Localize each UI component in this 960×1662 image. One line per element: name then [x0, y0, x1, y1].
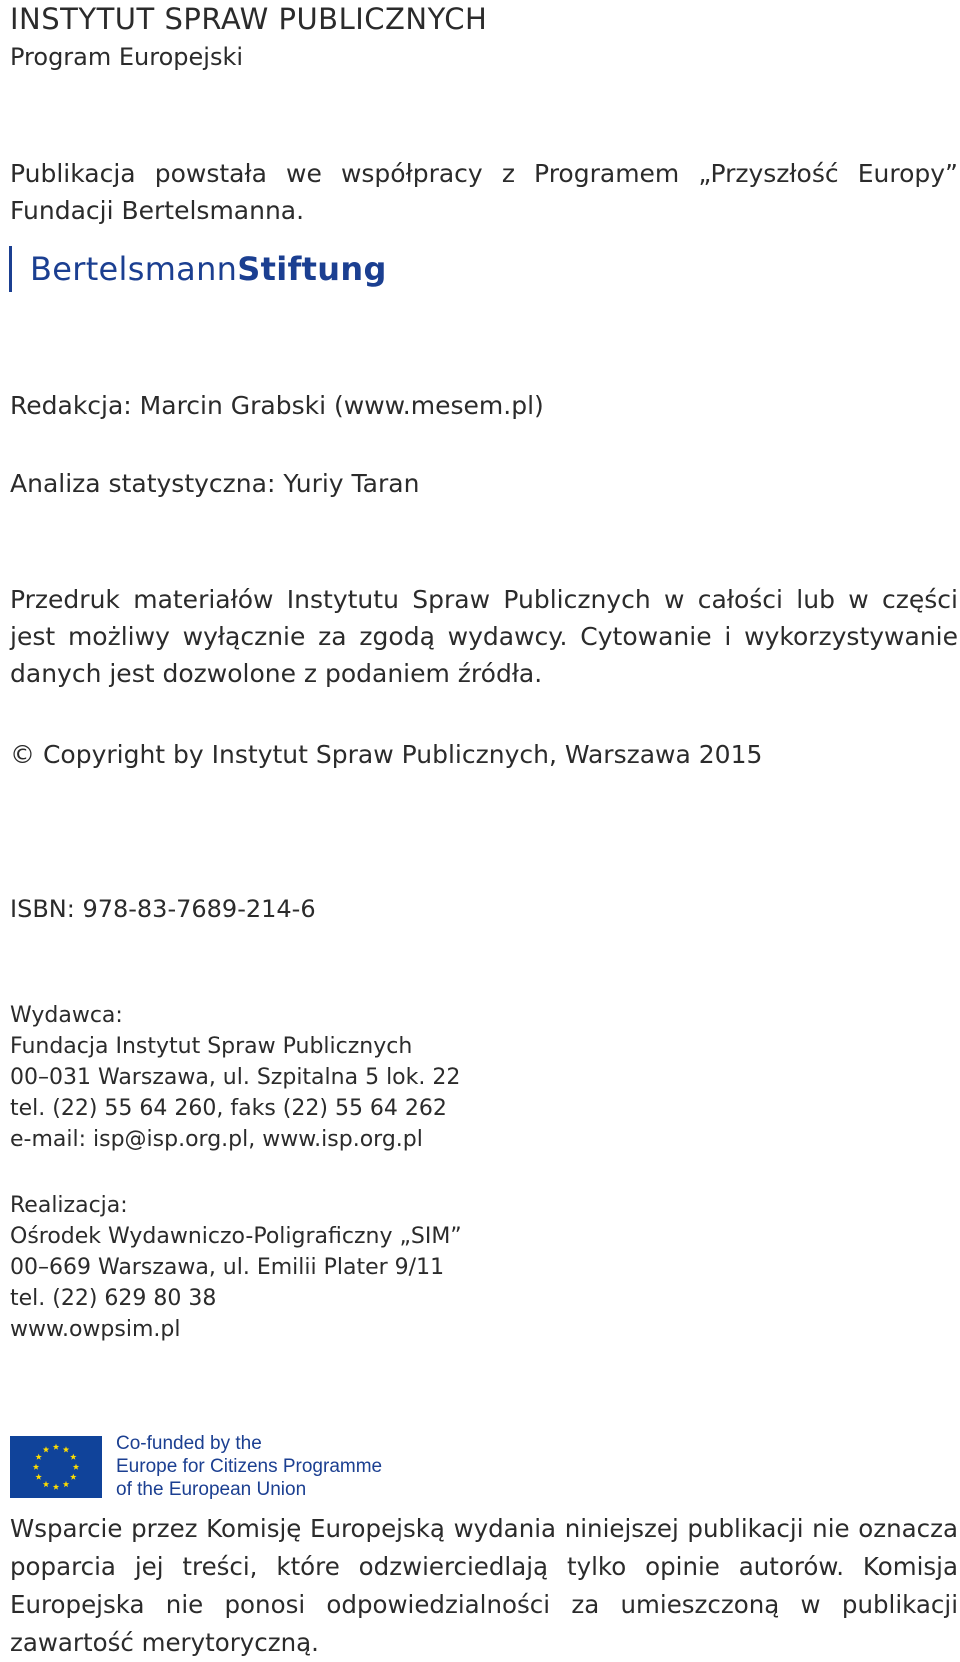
- reprint-notice: Przedruk materiałów Instytutu Spraw Publicznych w całości lub w części jest możliwy wyłącznie za zgodą wydawcy. Cytowanie i wykorzystywanie danych jest dozwolone z podaniem źródła.: [10, 585, 958, 688]
- bertelsmann-stiftung-logo: [9, 246, 387, 292]
- publisher-line: tel. (22) 55 64 260, faks (22) 55 64 262: [10, 1096, 447, 1121]
- eu-star-icon: [35, 1473, 41, 1479]
- eu-star-icon: [33, 1463, 39, 1469]
- publisher-line: e-mail: isp@isp.org.pl, www.isp.org.pl: [10, 1127, 423, 1152]
- eu-star-icon: [73, 1463, 79, 1469]
- eu-logo-line: Europe for Citizens Programme: [116, 1456, 383, 1477]
- eu-star-icon: [70, 1453, 76, 1459]
- publisher-line: 00–031 Warszawa, ul. Szpitalna 5 lok. 22: [10, 1065, 461, 1090]
- statistics-credit: Analiza statystyczna: Yuriy Taran: [10, 469, 420, 498]
- eu-flag-icon: [10, 1436, 102, 1498]
- production-heading: Realizacja:: [10, 1193, 128, 1218]
- collaboration-note: Publikacja powstała we współpracy z Programem „Przyszłość Europy” Fundacji Bertelsmanna.: [10, 159, 958, 225]
- program-name: Program Europejski: [10, 43, 244, 71]
- editor-credit: Redakcja: Marcin Grabski (www.mesem.pl): [10, 391, 544, 420]
- eu-star-icon: [53, 1483, 59, 1489]
- eu-cofunding-logo: [10, 1432, 382, 1501]
- eu-star-icon: [43, 1480, 49, 1486]
- publisher-block: [10, 1000, 460, 1155]
- eu-logo-text: [116, 1432, 382, 1501]
- eu-star-icon: [70, 1473, 76, 1479]
- eu-disclaimer: Wsparcie przez Komisję Europejską wydania niniejszej publikacji nie oznacza poparcia jej treści, które odzwierciedlają tylko opinie autorów. Komisja Europejska nie ponosi odpowiedzialności za umieszczoną w publikacji zawartość merytoryczną.: [10, 1514, 958, 1657]
- eu-logo-line: of the European Union: [116, 1479, 307, 1500]
- publisher-heading: Wydawca:: [10, 1003, 123, 1028]
- production-line: tel. (22) 629 80 38: [10, 1286, 217, 1311]
- eu-star-icon: [53, 1443, 59, 1449]
- production-line: 00–669 Warszawa, ul. Emilii Plater 9/11: [10, 1255, 445, 1280]
- eu-star-icon: [63, 1480, 69, 1486]
- eu-star-icon: [43, 1446, 49, 1452]
- isbn: ISBN: 978-83-7689-214-6: [10, 895, 316, 923]
- production-line: www.owpsim.pl: [10, 1317, 181, 1342]
- eu-logo-line: Co-funded by the: [116, 1433, 262, 1454]
- production-block: [10, 1190, 462, 1345]
- eu-stars-icon: [10, 1436, 102, 1498]
- organization-name: INSTYTUT SPRAW PUBLICZNYCH: [10, 2, 488, 36]
- logo-word-stiftung: Stiftung: [237, 250, 387, 288]
- eu-star-icon: [35, 1453, 41, 1459]
- publisher-line: Fundacja Instytut Spraw Publicznych: [10, 1034, 413, 1059]
- copyright-notice: © Copyright by Instytut Spraw Publicznych, Warszawa 2015: [10, 740, 763, 769]
- eu-star-icon: [63, 1446, 69, 1452]
- production-line: Ośrodek Wydawniczo-Poligraficzny „SIM”: [10, 1224, 462, 1249]
- logo-word-bertelsmann: Bertelsmann: [30, 250, 238, 288]
